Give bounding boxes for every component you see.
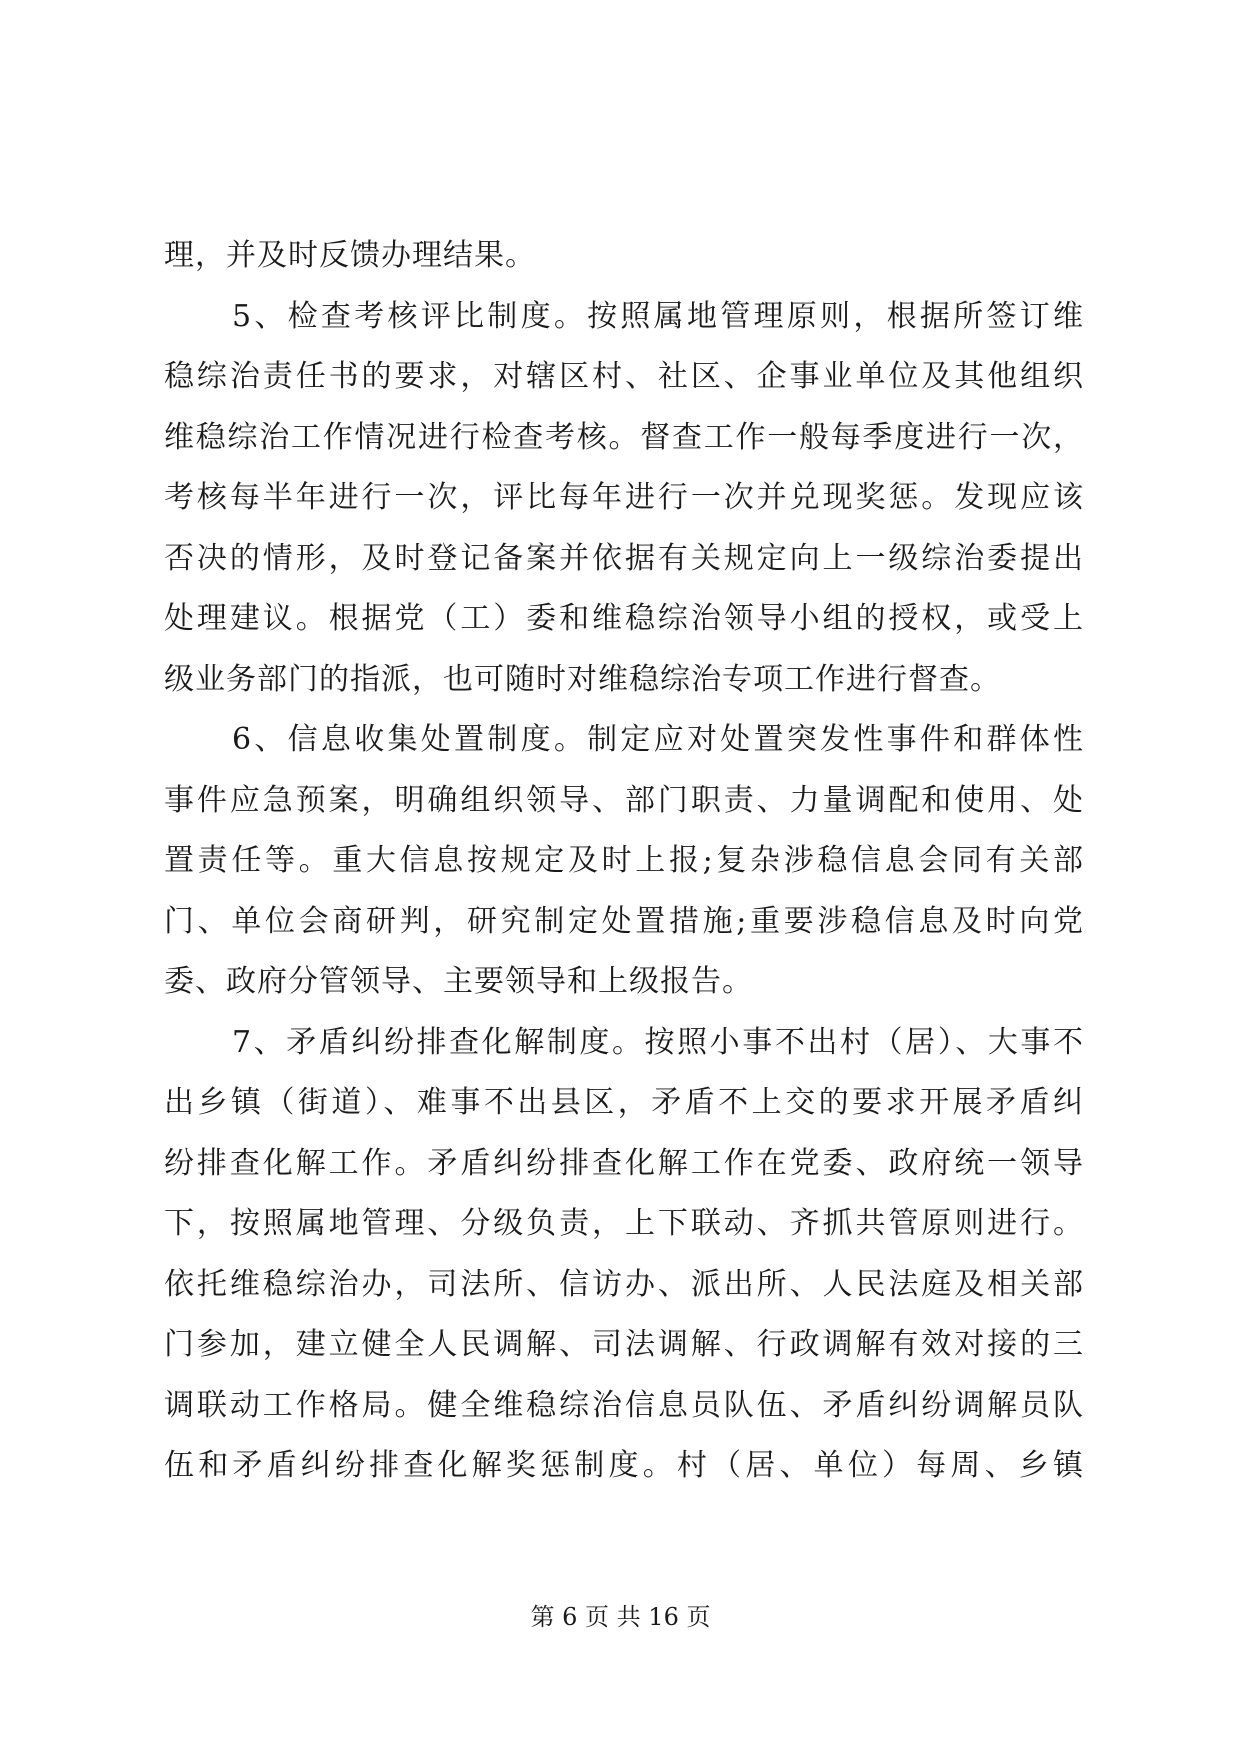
page-footer: 第 6 页 共 16 页 [530, 1603, 711, 1631]
body-text [164, 226, 1084, 1497]
text-line: 5、检查考核评比制度。按照属地管理原则，根据所签订维 [232, 298, 1084, 334]
text-line: 7、矛盾纠纷排查化解制度。按照小事不出村（居）、大事不 [232, 1024, 1084, 1060]
text-line: 维稳综治工作情况进行检查考核。督查工作一般每季度进行一次， [164, 419, 1084, 455]
text-line: 伍和矛盾纠纷排查化解奖惩制度。村（居、单位）每周、乡镇 [164, 1448, 1084, 1483]
text-line: 置责任等。重大信息按规定及时上报;复杂涉稳信息会同有关部 [164, 843, 1084, 878]
text-line: 调联动工作格局。健全维稳综治信息员队伍、矛盾纠纷调解员队 [164, 1387, 1084, 1423]
text-line: 否决的情形，及时登记备案并依据有关规定向上一级综治委提出 [164, 540, 1084, 576]
text-line: 理，并及时反馈办理结果。 [164, 238, 536, 273]
text-line: 处理建议。根据党（工）委和维稳综治领导小组的授权，或受上 [164, 601, 1084, 636]
text-line: 稳综治责任书的要求，对辖区村、社区、企事业单位及其他组织 [164, 359, 1084, 394]
text-line: 事件应急预案，明确组织领导、部门职责、力量调配和使用、处 [164, 782, 1084, 818]
text-line: 依托维稳综治办，司法所、信访办、派出所、人民法庭及相关部 [164, 1266, 1084, 1302]
text-line: 考核每半年进行一次，评比每年进行一次并兑现奖惩。发现应该 [164, 480, 1084, 515]
text-line: 门参加，建立健全人民调解、司法调解、行政调解有效对接的三 [164, 1327, 1084, 1362]
text-line: 出乡镇（街道）、难事不出县区，矛盾不上交的要求开展矛盾纠 [164, 1085, 1084, 1120]
text-line: 门、单位会商研判，研究制定处置措施;重要涉稳信息及时向党 [164, 903, 1084, 939]
text-line: 委、政府分管领导、主要领导和上级报告。 [164, 964, 753, 999]
text-line: 6、信息收集处置制度。制定应对处置突发性事件和群体性 [232, 722, 1084, 757]
text-line: 纷排查化解工作。矛盾纠纷排查化解工作在党委、政府统一领导 [164, 1145, 1084, 1181]
text-line: 级业务部门的指派，也可随时对维稳综治专项工作进行督查。 [164, 661, 1001, 697]
text-line: 下，按照属地管理、分级负责，上下联动、齐抓共管原则进行。 [164, 1206, 1084, 1241]
